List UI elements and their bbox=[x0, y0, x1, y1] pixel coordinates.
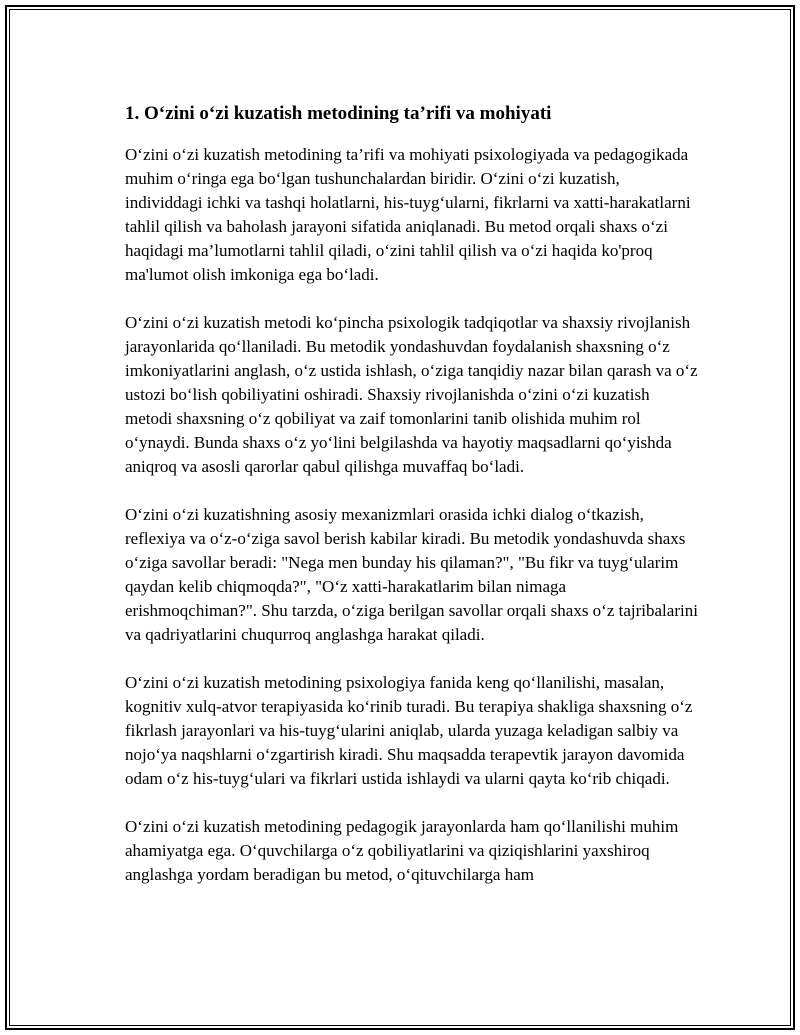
section-heading: 1. O‘zini o‘zi kuzatish metodining ta’rifi va mohiyati bbox=[125, 103, 552, 124]
paragraph-5: O‘zini o‘zi kuzatish metodining pedagogik jarayonlarda ham qo‘llanilishi muhim ahamiyatga ega. O‘quvchilarga o‘z qobiliyatlarini va qiziqishlarini yaxshiroq anglashga yordam beradigan bu metod, o‘qituvchilarga ham bbox=[125, 817, 679, 884]
paragraph-3: O‘zini o‘zi kuzatishning asosiy mexanizmlari orasida ichki dialog o‘tkazish, reflexiya va o‘z-o‘ziga savol berish kabilar kiradi. Bu metodik yondashuvda shaxs o‘ziga savollar beradi: "Nega men bunday his qilaman?", "Bu fikr va tuyg‘ularim qaydan kelib chiqmoqda?", "O‘z xatti-harakatlarim bilan nimaga erishmoqchiman?". Shu tarzda, o‘ziga berilgan savollar orqali shaxs o‘z tajribalarini va qadriyatlarini chuqurroq anglashga harakat qiladi. bbox=[125, 505, 698, 644]
paragraph-4: O‘zini o‘zi kuzatish metodining psixologiya fanida keng qo‘llanilishi, masalan, kognitiv xulq-atvor terapiyasida ko‘rinib turadi. Bu terapiya shakliga shaxsning o‘z fikrlash jarayonlari va his-tuyg‘ularini aniqlab, ularda yuzaga keladigan salbiy va nojo‘ya naqshlarni o‘zgartirish kiradi. Shu maqsadda terapevtik jarayon davomida odam o‘z his-tuyg‘ulari va fikrlari ustida ishlaydi va ularni qayta ko‘rib chiqadi. bbox=[125, 673, 693, 788]
document-body bbox=[125, 101, 699, 911]
paragraph-2: O‘zini o‘zi kuzatish metodi ko‘pincha psixologik tadqiqotlar va shaxsiy rivojlanish jarayonlarida qo‘llaniladi. Bu metodik yondashuvdan foydalanish shaxsning o‘z imkoniyatlarini anglash, o‘z ustida ishlash, o‘ziga tanqidiy nazar bilan qarash va o‘z ustozi bo‘lish qobiliyatini oshiradi. Shaxsiy rivojlanishda o‘zini o‘zi kuzatish metodi shaxsning o‘z qobiliyat va zaif tomonlarini tanib olishida muhim rol o‘ynaydi. Bunda shaxs o‘z yo‘lini belgilashda va hayotiy maqsadlarni qo‘yishda aniqroq va asosli qarorlar qabul qilishga muvaffaq bo‘ladi. bbox=[125, 313, 698, 476]
page-border bbox=[5, 5, 795, 1030]
paragraph-1: O‘zini o‘zi kuzatish metodining ta’rifi va mohiyati psixologiyada va pedagogikada muhim o‘ringa ega bo‘lgan tushunchalardan biridir. O‘zini o‘zi kuzatish, individdagi ichki va tashqi holatlarni, his-tuyg‘ularni, fikrlarni va xatti-harakatlarni tahlil qilish va baholash jarayoni sifatida aniqlanadi. Bu metod orqali shaxs o‘zi haqidagi ma’lumotlarni tahlil qiladi, o‘zini tahlil qilish va o‘zi haqida ko'proq ma'lumot olish imkoniga ega bo‘ladi. bbox=[125, 145, 691, 284]
